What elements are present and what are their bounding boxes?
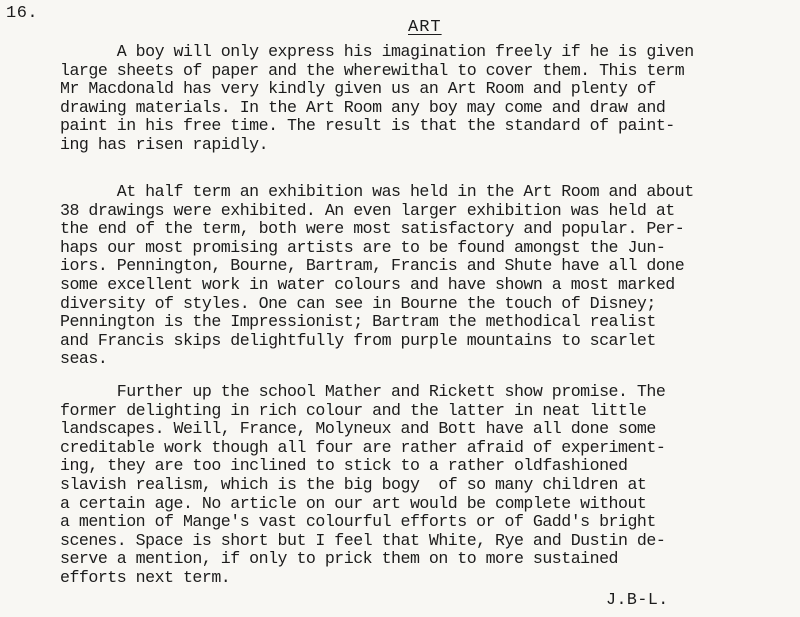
text-line: landscapes. Weill, France, Molyneux and Bott have all done some xyxy=(60,419,656,439)
text-line: large sheets of paper and the wherewithal to cover them. This term xyxy=(60,60,685,80)
text-line: creditable work though all four are rather afraid of experiment- xyxy=(60,437,666,457)
text-line: haps our most promising artists are to be found amongst the Jun- xyxy=(60,237,666,257)
text-line: seas. xyxy=(60,349,108,369)
article-title: ART xyxy=(408,18,442,37)
text-line: paint in his free time. The result is that the standard of paint- xyxy=(60,116,675,136)
text-line: 38 drawings were exhibited. An even larger exhibition was held at xyxy=(60,200,675,220)
text-line: some excellent work in water colours and have shown a most marked xyxy=(60,274,675,294)
text-line: Mr Macdonald has very kindly given us an Art Room and plenty of xyxy=(60,79,656,99)
paragraph-1 xyxy=(60,43,800,155)
text-line: Further up the school Mather and Rickett show promise. The xyxy=(60,382,666,401)
text-line: At half term an exhibition was held in the Art Room and about xyxy=(60,182,694,201)
text-line: A boy will only express his imagination freely if he is given xyxy=(60,42,694,61)
author-signature: J.B-L. xyxy=(606,590,669,609)
text-line: drawing materials. In the Art Room any boy may come and draw and xyxy=(60,97,666,117)
text-line: diversity of styles. One can see in Bourne the touch of Disney; xyxy=(60,293,656,313)
text-line: ing, they are too inclined to stick to a rather oldfashioned xyxy=(60,456,628,476)
text-line: a certain age. No article on our art would be complete without xyxy=(60,493,647,513)
text-line: former delighting in rich colour and the latter in neat little xyxy=(60,400,647,420)
text-line: slavish realism, which is the big bogy of so many children at xyxy=(60,474,647,494)
text-line: scenes. Space is short but I feel that White, Rye and Dustin de- xyxy=(60,530,666,550)
text-line: and Francis skips delightfully from purple mountains to scarlet xyxy=(60,330,656,350)
text-line: iors. Pennington, Bourne, Bartram, Francis and Shute have all done xyxy=(60,256,685,276)
text-line: efforts next term. xyxy=(60,567,231,587)
text-line: ing has risen rapidly. xyxy=(60,134,269,154)
paragraph-2 xyxy=(60,183,800,369)
paragraph-3 xyxy=(60,383,800,588)
text-line: the end of the term, both were most satisfactory and popular. Per- xyxy=(60,219,685,239)
text-line: a mention of Mange's vast colourful efforts or of Gadd's bright xyxy=(60,512,656,532)
page-number: 16. xyxy=(6,4,39,23)
text-line: serve a mention, if only to prick them on to more sustained xyxy=(60,549,619,569)
text-line: Pennington is the Impressionist; Bartram the methodical realist xyxy=(60,312,656,332)
